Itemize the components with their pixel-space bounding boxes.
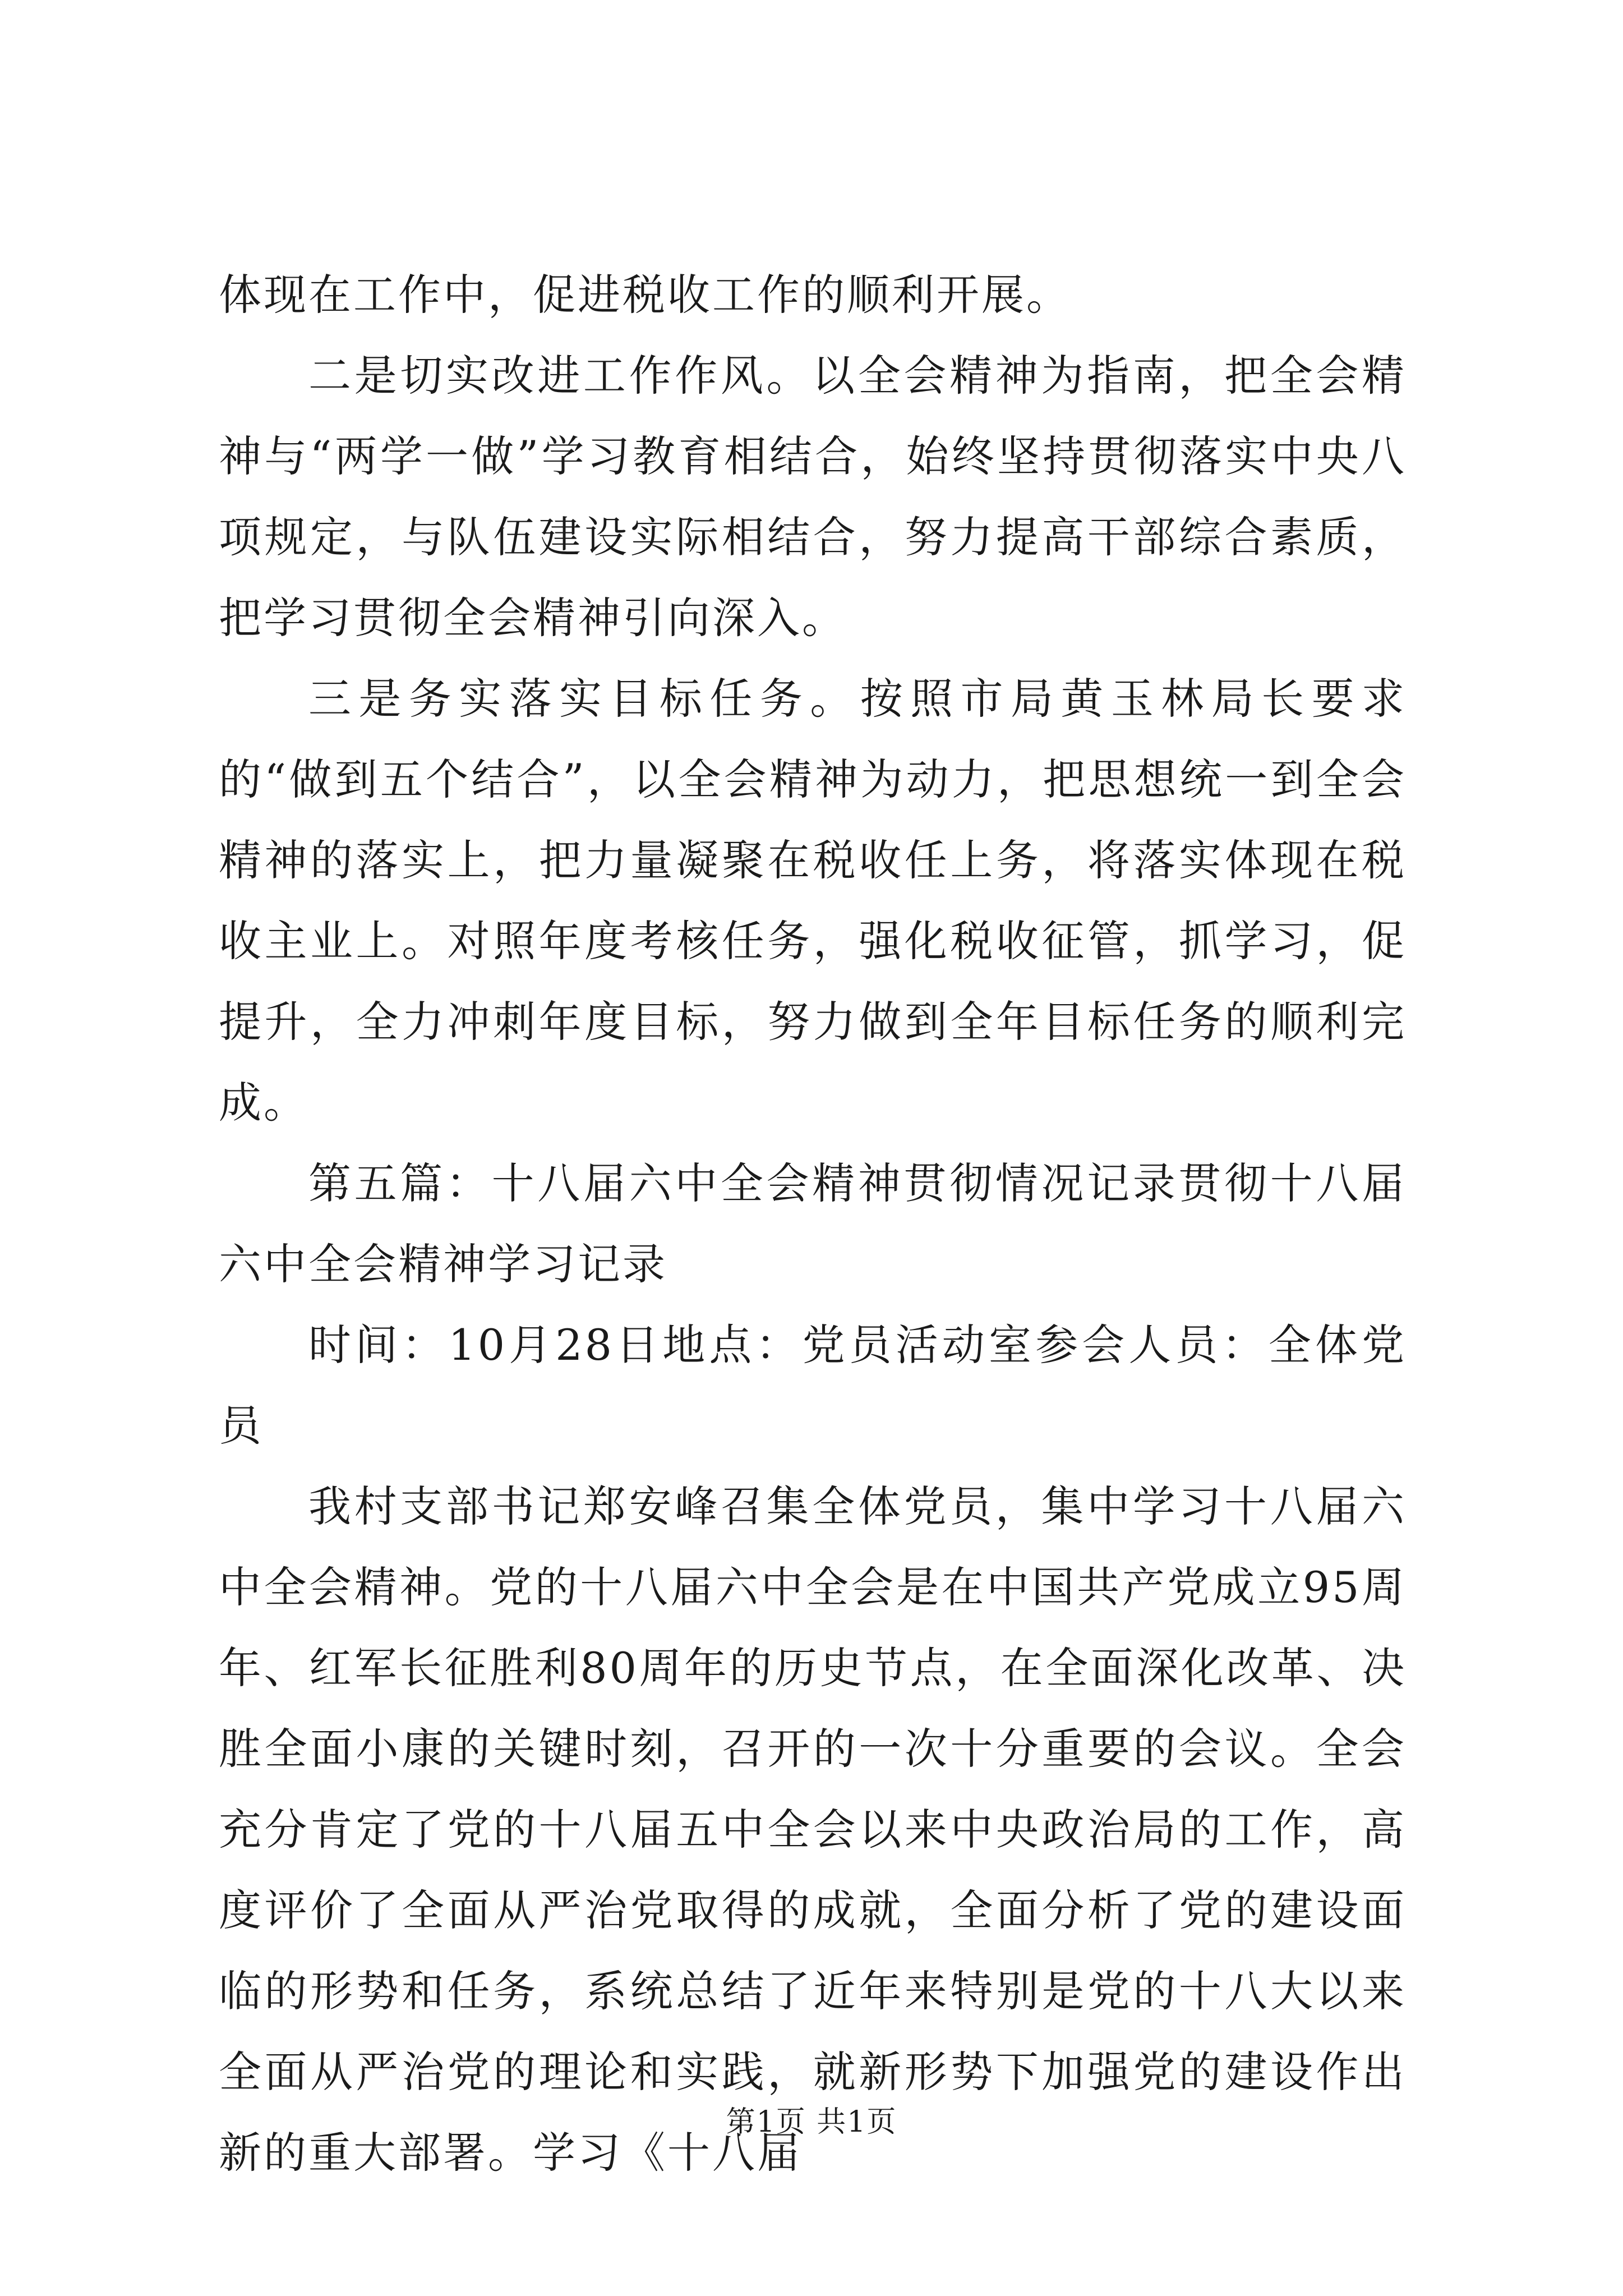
page-footer: 第1页 共1页 <box>726 2105 897 2139</box>
paragraph-section-title: 第五篇：十八届六中全会精神贯彻情况记录贯彻十八届六中全会精神学习记录 <box>219 1158 1407 1289</box>
paragraph-meeting-info: 时间：10月28日地点：党员活动室参会人员：全体党员 <box>219 1320 1407 1451</box>
paragraph-work-style: 二是切实改进工作作风。以全会精神为指南，把全会精神与“两学一做”学习教育相结合，始终坚持贯彻落实中央八项规定，与队伍建设实际相结合，努力提高干部综合素质，把学习贯彻全会精神引向深入。 <box>219 351 1407 643</box>
paragraph-study-record: 我村支部书记郑安峰召集全体党员，集中学习十八届六中全会精神。党的十八届六中全会是在中国共产党成立95周年、红军长征胜利80周年的历史节点，在全面深化改革、决胜全面小康的关键时刻，召开的一次十分重要的会议。全会充分肯定了党的十八届五中全会以来中央政治局的工作，高度评价了全面从严治党取得的成就，全面分析了党的建设面临的形势和任务，系统总结了近年来特别是党的十八大以来全面从严治党的理论和实践，就新形势下加强党的建设作出新的重大部署。学习《十八届 <box>219 1481 1407 2178</box>
document-body <box>219 255 1407 2193</box>
paragraph-target-tasks: 三是务实落实目标任务。按照市局黄玉林局长要求的“做到五个结合”，以全会精神为动力，把思想统一到全会精神的落实上，把力量凝聚在税收任上务，将落实体现在税收主业上。对照年度考核任务，强化税收征管，抓学习，促提升，全力冲刺年度目标，努力做到全年目标任务的顺利完成。 <box>219 674 1407 1128</box>
paragraph-continuation: 体现在工作中，促进税收工作的顺利开展。 <box>219 270 1071 320</box>
